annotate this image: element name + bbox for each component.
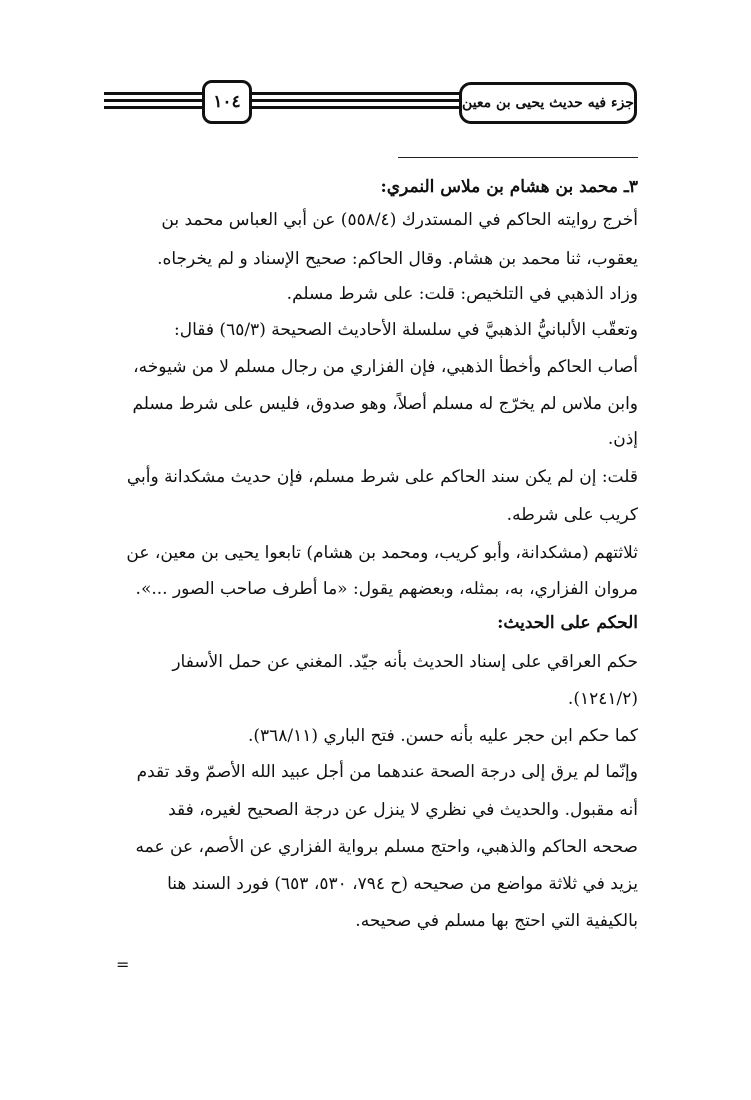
header-rule <box>104 92 204 95</box>
header-rule <box>245 92 460 95</box>
text-line: وابن ملاس لم يخرّج له مسلم أصلاً، وهو صدوق، فليس على شرط مسلم <box>132 394 638 414</box>
text-line: ثلاثتهم (مشكدانة، وأبو كريب، ومحمد بن هشام) تابعوا يحيى بن معين، عن <box>126 543 638 563</box>
end-mark: = <box>116 955 130 974</box>
text-line: إذن. <box>607 429 638 449</box>
text-line: قلت: إن لم يكن سند الحاكم على شرط مسلم، فإن حديث مشكدانة وأبي <box>126 467 638 487</box>
text-line: وزاد الذهبي في التلخيص: قلت: على شرط مسلم. <box>286 284 638 304</box>
header-rule <box>104 106 204 109</box>
text-line: بالكيفية التي احتج بها مسلم في صحيحه. <box>355 911 638 931</box>
text-line: (١٢٤١/٢). <box>567 689 638 709</box>
header-rule <box>245 99 460 102</box>
text-line: يزيد في ثلاثة مواضع من صحيحه (ح ٧٩٤، ٥٣٠، ٦٥٣) فورد السند هنا <box>167 874 638 894</box>
running-title: جزء فيه حديث يحيى بن معين <box>459 82 637 124</box>
separator-rule <box>398 157 638 158</box>
page-header <box>104 80 638 128</box>
text-line: مروان الفزاري، به، بمثله، وبعضهم يقول: «ما أطرف صاحب الصور ...». <box>135 579 638 599</box>
text-line: أصاب الحاكم وأخطأ الذهبي، فإن الفزاري من رجال مسلم لا من شيوخه، <box>133 357 638 377</box>
text-line: كريب على شرطه. <box>506 505 638 525</box>
text-line: يعقوب، ثنا محمد بن هشام. وقال الحاكم: صحيح الإسناد و لم يخرجاه. <box>157 249 638 269</box>
page-number: ١٠٤ <box>202 80 252 124</box>
section-heading: الحكم على الحديث: <box>497 613 638 633</box>
text-line: كما حكم ابن حجر عليه بأنه حسن. فتح الباري (٣٦٨/١١). <box>247 726 638 746</box>
text-line: أخرج روايته الحاكم في المستدرك (٥٥٨/٤) عن أبي العباس محمد بن <box>161 210 638 230</box>
header-rule <box>245 106 460 109</box>
text-line: أنه مقبول. والحديث في نظري لا ينزل عن درجة الصحيح لغيره، فقد <box>168 800 638 820</box>
text-line: حكم العراقي على إسناد الحديث بأنه جيّد. المغني عن حمل الأسفار <box>172 652 638 672</box>
text-line: وتعقّب الألبانيُّ الذهبيَّ في سلسلة الأحاديث الصحيحة (٦٥/٣) فقال: <box>174 320 638 340</box>
section-heading: ٣ـ محمد بن هشام بن ملاس النمري: <box>380 177 638 197</box>
header-rule <box>104 99 204 102</box>
text-line: وإنّما لم يرق إلى درجة الصحة عندهما من أجل عبيد الله الأصمّ وقد تقدم <box>136 762 638 782</box>
text-line: صححه الحاكم والذهبي، واحتج مسلم برواية الفزاري عن الأصم، عن عمه <box>135 837 638 857</box>
